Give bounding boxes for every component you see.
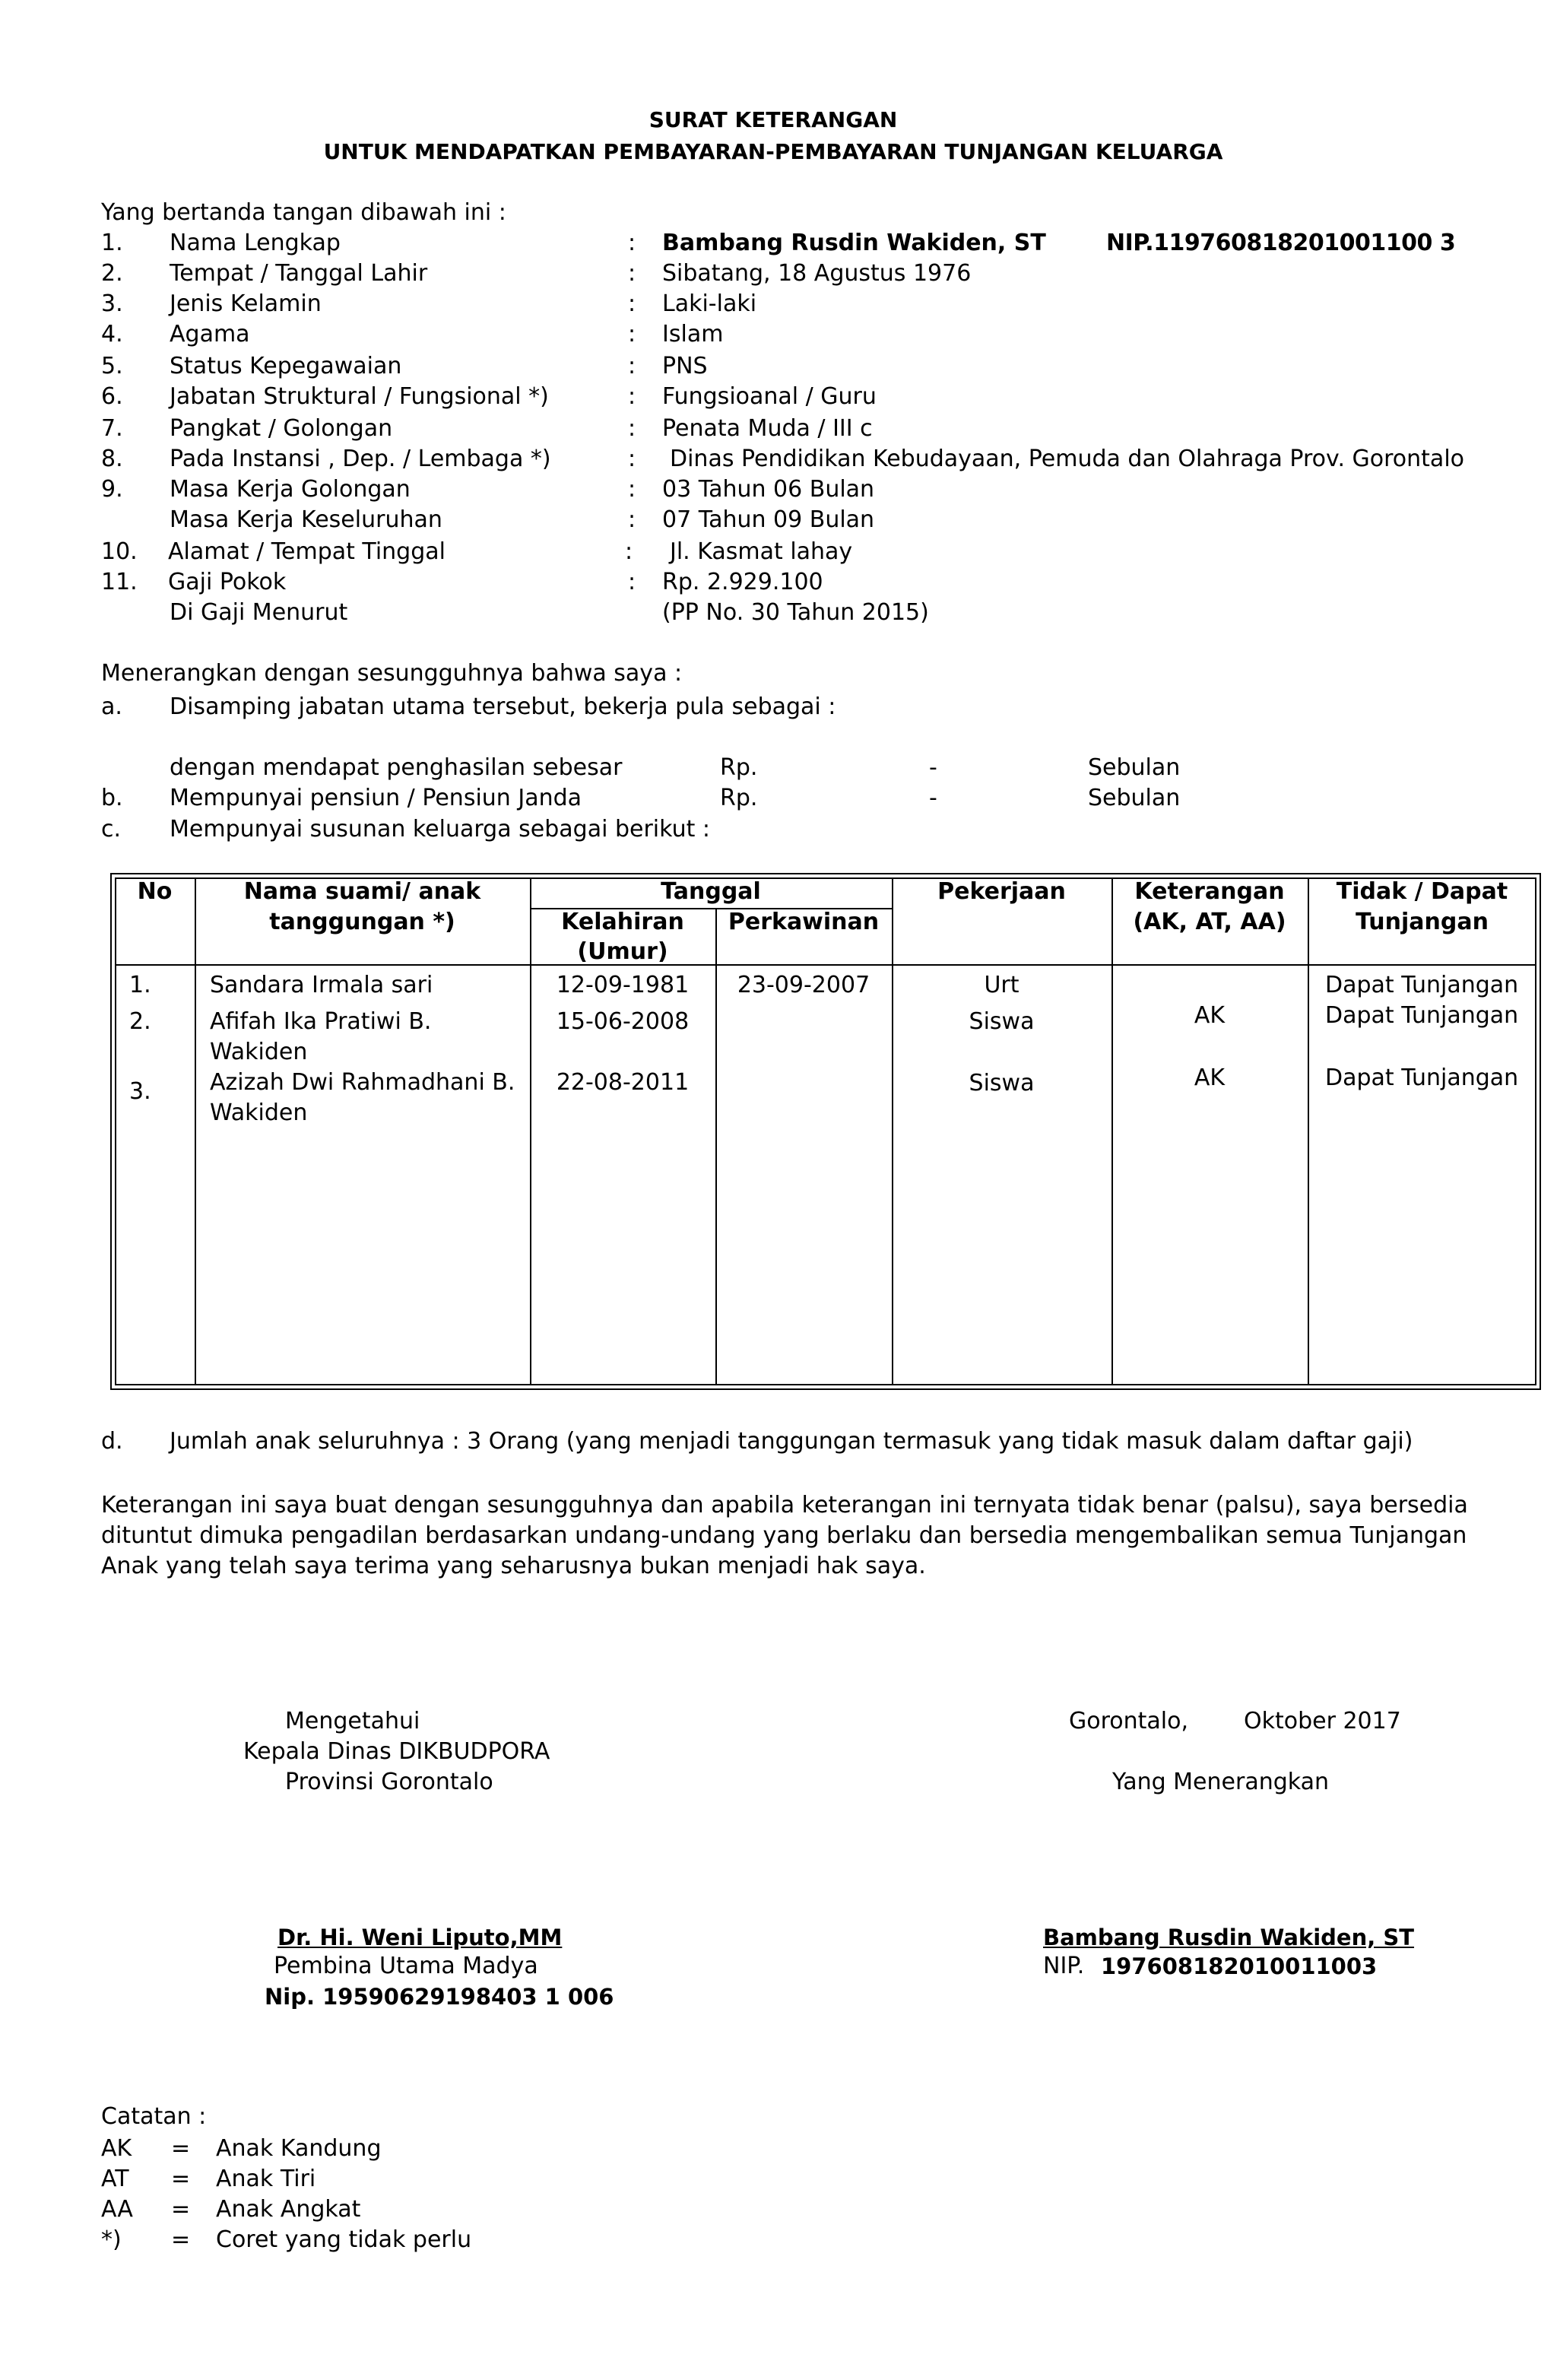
row1-pekerjaan: Urt bbox=[984, 972, 1020, 998]
field-label: Gaji Pokok bbox=[168, 569, 287, 595]
note-equals: = bbox=[171, 2135, 191, 2162]
note-value: Anak Angkat bbox=[216, 2196, 361, 2223]
item-a-letter: a. bbox=[101, 693, 122, 720]
field-colon: : bbox=[628, 260, 636, 287]
field-value: (PP No. 30 Tahun 2015) bbox=[662, 599, 929, 626]
th-perkawinan: Perkawinan bbox=[728, 909, 880, 935]
row1-kelahiran: 12-09-1981 bbox=[556, 972, 690, 998]
th-nama: Nama suami/ anak bbox=[243, 878, 481, 905]
row2-nama: Afifah Ika Pratiwi B. bbox=[210, 1008, 432, 1035]
field-colon: : bbox=[628, 353, 636, 379]
th-tanggal: Tanggal bbox=[661, 878, 761, 905]
field-value: Rp. 2.929.100 bbox=[662, 569, 823, 595]
sign-left-provinsi: Provinsi Gorontalo bbox=[285, 1769, 493, 1795]
row3-keterangan: AK bbox=[1194, 1065, 1226, 1091]
row2-kelahiran: 15-06-2008 bbox=[556, 1008, 690, 1035]
item-c-letter: c. bbox=[101, 816, 122, 843]
row3-nama: Azizah Dwi Rahmadhani B. bbox=[210, 1069, 515, 1096]
income-dash: - bbox=[929, 754, 937, 781]
sign-right-nip: 197608182010011003 bbox=[1101, 1953, 1378, 1979]
field-label: Pangkat / Golongan bbox=[170, 415, 393, 442]
th-nama-2: tanggungan *) bbox=[269, 909, 455, 935]
field-number: 6. bbox=[101, 383, 123, 410]
doc-subtitle: UNTUK MENDAPATKAN PEMBAYARAN-PEMBAYARAN TUNJANGAN KELUARGA bbox=[323, 139, 1223, 164]
field-value: 07 Tahun 09 Bulan bbox=[662, 506, 875, 533]
field-value: Penata Muda / III c bbox=[662, 415, 873, 442]
sign-right-date: Oktober 2017 bbox=[1244, 1708, 1401, 1734]
income-text: dengan mendapat penghasilan sebesar bbox=[170, 754, 623, 781]
row2-tunjangan: Dapat Tunjangan bbox=[1325, 1002, 1519, 1029]
th-pekerjaan: Pekerjaan bbox=[937, 878, 1066, 905]
field-value: PNS bbox=[662, 353, 708, 379]
sign-left-jabatan: Kepala Dinas DIKBUDPORA bbox=[243, 1738, 550, 1765]
field-label: Pada Instansi , Dep. / Lembaga *) bbox=[170, 446, 551, 472]
note-value: Anak Tiri bbox=[216, 2166, 316, 2192]
field-colon: : bbox=[628, 290, 636, 317]
field-value: Laki-laki bbox=[662, 290, 757, 317]
th-tunjangan: Tidak / Dapat bbox=[1336, 878, 1508, 905]
note-equals: = bbox=[171, 2166, 191, 2192]
closing-line-2: dituntut dimuka pengadilan berdasarkan undang-undang yang berlaku dan bersedia mengembalikan semua Tunjangan bbox=[101, 1522, 1467, 1549]
row3-kelahiran: 22-08-2011 bbox=[556, 1069, 690, 1096]
note-key: *) bbox=[101, 2226, 122, 2253]
doc-title: SURAT KETERANGAN bbox=[648, 107, 898, 132]
sign-right-label: Yang Menerangkan bbox=[1112, 1769, 1329, 1795]
row3-pekerjaan: Siswa bbox=[969, 1070, 1035, 1096]
sign-right-name: Bambang Rusdin Wakiden, ST bbox=[1043, 1925, 1415, 1950]
field-number: 5. bbox=[101, 353, 123, 379]
sign-left-mengetahui: Mengetahui bbox=[285, 1708, 420, 1734]
row2-pekerjaan: Siswa bbox=[969, 1008, 1035, 1035]
field-value: Jl. Kasmat lahay bbox=[670, 538, 853, 565]
field-label: Agama bbox=[170, 321, 250, 347]
sign-left-nip: Nip. 19590629198403 1 006 bbox=[265, 1984, 614, 2010]
th-no: No bbox=[137, 878, 173, 905]
field-label: Alamat / Tempat Tinggal bbox=[168, 538, 446, 565]
note-key: AT bbox=[101, 2166, 129, 2192]
item-b-text: Mempunyai pensiun / Pensiun Janda bbox=[170, 785, 582, 811]
field-colon: : bbox=[628, 383, 636, 410]
statement-text: Menerangkan dengan sesungguhnya bahwa saya : bbox=[101, 660, 683, 687]
item-d-letter: d. bbox=[101, 1428, 123, 1455]
item-c-text: Mempunyai susunan keluarga sebagai berikut : bbox=[170, 816, 710, 843]
field-value: Bambang Rusdin Wakiden, ST bbox=[662, 230, 1046, 256]
row3-no: 3. bbox=[129, 1078, 151, 1105]
field-value: Sibatang, 18 Agustus 1976 bbox=[662, 260, 972, 287]
note-equals: = bbox=[171, 2196, 191, 2223]
th-keterangan-2: (AK, AT, AA) bbox=[1133, 909, 1286, 935]
field-value: Islam bbox=[662, 321, 724, 347]
sign-left-name: Dr. Hi. Weni Liputo,MM bbox=[277, 1925, 563, 1950]
note-equals: = bbox=[171, 2226, 191, 2253]
field-number: 1. bbox=[101, 230, 123, 256]
field-colon: : bbox=[628, 476, 636, 503]
field-number: 4. bbox=[101, 321, 123, 347]
field-label: Jabatan Struktural / Fungsional *) bbox=[170, 383, 549, 410]
income-period: Sebulan bbox=[1088, 754, 1181, 781]
note-value: Anak Kandung bbox=[216, 2135, 382, 2162]
field-label: Nama Lengkap bbox=[170, 230, 341, 256]
income-rp: Rp. bbox=[720, 754, 758, 781]
row3-tunjangan: Dapat Tunjangan bbox=[1325, 1065, 1519, 1091]
field-label: Masa Kerja Golongan bbox=[170, 476, 411, 503]
field-number: 2. bbox=[101, 260, 123, 287]
item-b-period: Sebulan bbox=[1088, 785, 1181, 811]
item-d-text: Jumlah anak seluruhnya : 3 Orang (yang menjadi tanggungan termasuk yang tidak masuk dalam daftar gaji) bbox=[170, 1428, 1413, 1455]
th-kelahiran: Kelahiran bbox=[561, 909, 684, 935]
sign-right-nip-label: NIP. bbox=[1043, 1953, 1085, 1979]
field-number: 10. bbox=[101, 538, 138, 565]
row2-keterangan: AK bbox=[1194, 1002, 1226, 1029]
family-table bbox=[115, 877, 1536, 1385]
row1-perkawinan: 23-09-2007 bbox=[737, 972, 870, 998]
note-key: AK bbox=[101, 2135, 132, 2162]
item-b-letter: b. bbox=[101, 785, 123, 811]
field-value: Dinas Pendidikan Kebudayaan, Pemuda dan Olahraga Prov. Gorontalo bbox=[670, 446, 1465, 472]
item-a-text: Disamping jabatan utama tersebut, bekerja pula sebagai : bbox=[170, 693, 836, 720]
field-label: Status Kepegawaian bbox=[170, 353, 402, 379]
sign-left-rank: Pembina Utama Madya bbox=[274, 1953, 538, 1979]
closing-line-3: Anak yang telah saya terima yang seharusnya bukan menjadi hak saya. bbox=[101, 1553, 926, 1579]
field-number: 11. bbox=[101, 569, 138, 595]
field-number: 9. bbox=[101, 476, 123, 503]
field-label: Masa Kerja Keseluruhan bbox=[170, 506, 442, 533]
field-colon: : bbox=[628, 506, 636, 533]
sign-right-city: Gorontalo, bbox=[1069, 1708, 1189, 1734]
row1-tunjangan: Dapat Tunjangan bbox=[1325, 972, 1519, 998]
field-label: Tempat / Tanggal Lahir bbox=[170, 260, 428, 287]
field-colon: : bbox=[628, 415, 636, 442]
field-number: 8. bbox=[101, 446, 123, 472]
field-value: 03 Tahun 06 Bulan bbox=[662, 476, 875, 503]
th-keterangan: Keterangan bbox=[1134, 878, 1285, 905]
field-number: 7. bbox=[101, 415, 123, 442]
intro-text: Yang bertanda tangan dibawah ini : bbox=[101, 199, 506, 226]
row3-nama-2: Wakiden bbox=[210, 1100, 308, 1126]
row2-nama-2: Wakiden bbox=[210, 1039, 308, 1065]
field-value: Fungsioanal / Guru bbox=[662, 383, 877, 410]
item-b-dash: - bbox=[929, 785, 937, 811]
row1-no: 1. bbox=[129, 972, 151, 998]
note-key: AA bbox=[101, 2196, 133, 2223]
field-colon: : bbox=[628, 569, 636, 595]
notes-title: Catatan : bbox=[101, 2103, 207, 2130]
note-value: Coret yang tidak perlu bbox=[216, 2226, 472, 2253]
field-colon: : bbox=[628, 230, 636, 256]
row2-no: 2. bbox=[129, 1008, 151, 1035]
th-kelahiran-umur: (Umur) bbox=[577, 938, 668, 965]
th-tunjangan-2: Tunjangan bbox=[1356, 909, 1489, 935]
field-colon: : bbox=[628, 446, 636, 472]
item-b-rp: Rp. bbox=[720, 785, 758, 811]
field-label: Di Gaji Menurut bbox=[170, 599, 348, 626]
field-number: 3. bbox=[101, 290, 123, 317]
field-colon: : bbox=[628, 321, 636, 347]
closing-line-1: Keterangan ini saya buat dengan sesungguhnya dan apabila keterangan ini ternyata tidak benar (palsu), saya bersedia bbox=[101, 1492, 1468, 1518]
nip-value: NIP.119760818201001100 3 bbox=[1106, 230, 1456, 256]
row1-nama: Sandara Irmala sari bbox=[210, 972, 433, 998]
field-colon: : bbox=[625, 538, 633, 565]
field-label: Jenis Kelamin bbox=[170, 290, 322, 317]
